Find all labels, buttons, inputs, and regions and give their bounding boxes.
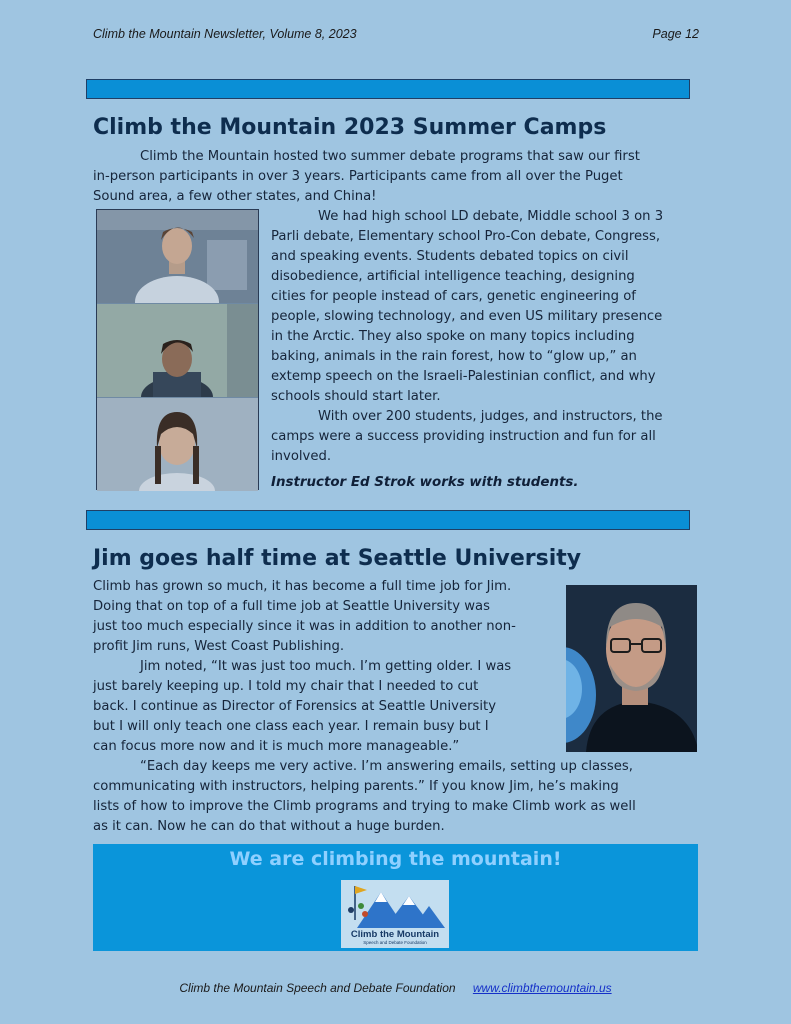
- article-title-jim: Jim goes half time at Seattle University: [93, 546, 582, 571]
- newsletter-title: Climb the Mountain Newsletter, Volume 8, 2023: [93, 27, 357, 41]
- summer-camps-intro: Climb the Mountain hosted two summer debate programs that saw our first in-person participants in over 3 years. Participants came from all over the Puget Sound area, a few other states, and China!: [93, 149, 640, 204]
- section-divider-bar: [86, 510, 690, 530]
- mountain-logo-icon: [341, 880, 449, 930]
- climbing-banner: [93, 844, 698, 951]
- article-title-summer-camps: Climb the Mountain 2023 Summer Camps: [93, 115, 607, 140]
- student-video-tile-2: [97, 304, 258, 397]
- footer-website-link[interactable]: www.climbthemountain.us: [472, 981, 612, 995]
- zoom-screenshot-photo: [96, 209, 259, 490]
- logo-subtitle: Speech and Debate Foundation: [363, 940, 427, 945]
- student-video-tile-3: [97, 398, 258, 491]
- climb-the-mountain-logo: [341, 880, 449, 948]
- logo-title: Climb the Mountain: [350, 929, 440, 940]
- jim-article-intro: Climb has grown so much, it has become a full time job for Jim. Doing that on top of a full time job at Seattle University was just too much especially since it was in addition to another non- profit Jim runs, West Coast Publishing. Jim noted, “It was just too much. I’m getting older. I was just barely keeping up. I told my chair that I needed to cut back. I continue as Director of Forensics at Seattle University but I will only teach one class each year. I remain busy but I can focus more now and it is much more manageable.” “Each day keeps me very active. I’m answering emails, setting up classes, communicating with instructors, helping parents.” If you know Jim, he’s making lists of how to improve the Climb programs and trying to make Climb work as well as it can. Now he can do that without a huge burden.: [93, 579, 636, 834]
- student-video-tile-1: [97, 210, 258, 303]
- footer-org-name: Climb the Mountain Speech and Debate Foundation: [179, 981, 456, 995]
- page-footer: [0, 981, 791, 995]
- banner-slogan: We are climbing the mountain!: [229, 848, 562, 870]
- photo-caption: Instructor Ed Strok works with students.: [271, 475, 579, 490]
- page-number: Page 12: [652, 27, 699, 41]
- page-header: [93, 27, 699, 41]
- summer-camps-body: We had high school LD debate, Middle school 3 on 3 Parli debate, Elementary school Pro-Con debate, Congress, and speaking events. Students debated topics on civil disobedience, artificial intelligence teaching, designing cities for people instead of cars, genetic engineering of people, slowing technology, and even US military presence in the Arctic. They also spoke on many topics including baking, animals in the rain forest, how to “glow up,” an extemp speech on the Israeli-Palestinian conflict, and why schools should start later. With over 200 students, judges, and instructors, the camps were a success providing instruction and fun for all involved.: [271, 209, 664, 464]
- section-divider-bar: [86, 79, 690, 99]
